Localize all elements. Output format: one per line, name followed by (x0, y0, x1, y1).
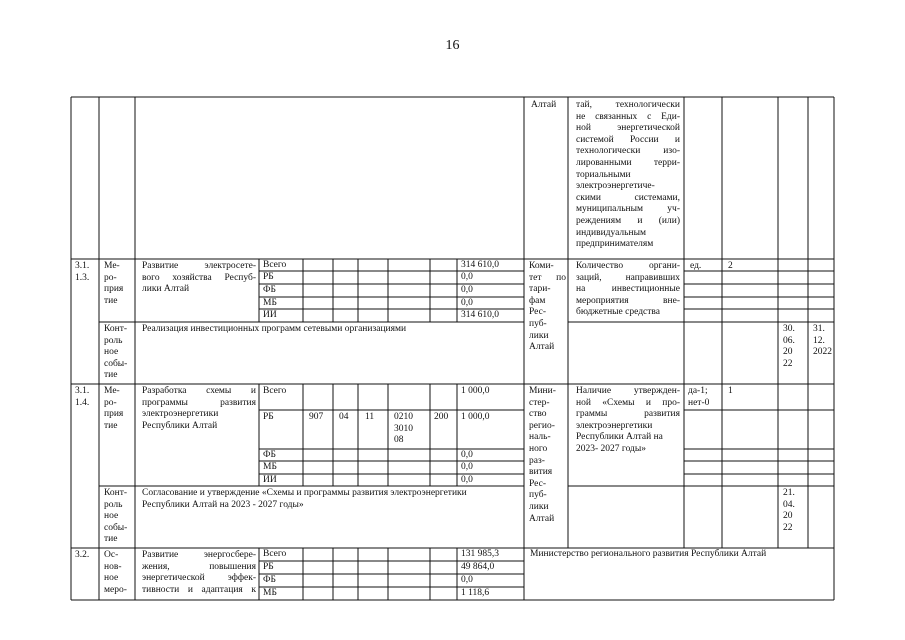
source-label: МБ (263, 588, 277, 598)
row-name: Разработка схемы и программы развития электроэнергетики Республики Алтай (142, 386, 256, 431)
executor: Коми- тет по тари- фам Рес- пуб- лики Алтай (529, 261, 566, 353)
row-number: 3.2. (75, 550, 90, 560)
row-number: 3.1. 1.3. (75, 261, 90, 283)
row-type: Ме- ро- прия тие (104, 386, 124, 431)
indicator-cell-top: тай, технологически не связанных с Еди- ной энергетической системой России и технологически изо- лированными терри- ториальными электроэнергетиче- скими системами, муниципальным уч- реждениям и (или) индивидуальным предпринимателям (576, 100, 680, 250)
row-type: Ме- ро- прия тие (104, 261, 124, 306)
target-value: 1 (728, 386, 733, 396)
source-label: МБ (263, 298, 277, 308)
target-value: 2 (728, 261, 733, 271)
source-label: МБ (263, 462, 277, 472)
source-label: Всего (263, 386, 287, 396)
unit: ед. (690, 261, 702, 271)
amount-value: 0,0 (461, 462, 473, 472)
amount-value: 0,0 (461, 272, 473, 282)
source-label: ФБ (263, 575, 276, 585)
amount-value: 1 000,0 (461, 412, 490, 422)
amount-value: 0,0 (461, 298, 473, 308)
indicator: Количество органи- заций, направивших на инвестиционные мероприятия вне- бюджетные средства (576, 261, 680, 318)
source-label: ФБ (263, 450, 276, 460)
amount-value: 1 000,0 (461, 386, 490, 396)
row-number: 3.1. 1.4. (75, 386, 90, 408)
indicator: Наличие утвержден- ной «Схемы и про- граммы развития электроэнергетики Республики Алтай на 2023- 2027 годы» (576, 386, 680, 454)
control-type: Конт- роль ное собы- тие (104, 324, 128, 381)
executor: Мини- стер- ство регио- наль- ного раз- вития Рес- пуб- лики Алтай (529, 386, 556, 524)
source-label: ИИ (263, 475, 277, 485)
amount-value: 1 118,6 (461, 588, 490, 598)
page-number: 16 (445, 38, 460, 53)
code-rz: 04 (339, 412, 349, 422)
code-pr: 11 (365, 412, 375, 422)
source-label: Всего (263, 549, 287, 559)
source-label: РБ (263, 272, 274, 282)
control-type: Конт- роль ное собы- тие (104, 488, 128, 545)
amount-value: 0,0 (461, 575, 473, 585)
source-label: РБ (263, 412, 274, 422)
amount-value: 49 864,0 (461, 562, 495, 572)
control-date: 30. 06. 20 22 (783, 324, 795, 369)
source-label: РБ (263, 562, 274, 572)
control-event: Согласование и утверждение «Схемы и программы развития электроэнергетики Республики Алтай на 2023 - 2027 годы» (142, 488, 467, 510)
code-grbs: 907 (309, 412, 324, 422)
amount-value: 0,0 (461, 475, 473, 485)
executor: Министерство регионального развития Республики Алтай (530, 549, 767, 559)
control-event: Реализация инвестиционных программ сетевыми организациями (142, 324, 407, 334)
amount-value: 131 985,3 (461, 549, 499, 559)
unit: да-1; нет-0 (688, 386, 710, 408)
amount-value: 0,0 (461, 450, 473, 460)
amount-value: 314 610,0 (461, 260, 499, 270)
control-date-2: 31. 12. 2022 (813, 324, 832, 358)
row-name: Развитие электросете- вого хозяйства Респуб- лики Алтай (142, 261, 256, 295)
amount-value: 0,0 (461, 285, 473, 295)
code-vr: 200 (434, 412, 449, 422)
control-date: 21. 04. 20 22 (783, 488, 795, 533)
row-type: Ос- нов- ное меро- (104, 550, 127, 595)
source-label: ИИ (263, 310, 277, 320)
row-name: Развитие энергосбере- жения, повышения энергетической эффек- тивности и адаптация к (142, 550, 256, 595)
code-csr: 0210 3010 08 (394, 412, 413, 446)
source-label: ФБ (263, 285, 276, 295)
exec-cell-top: Алтай (531, 100, 557, 110)
source-label: Всего (263, 260, 287, 270)
amount-value: 314 610,0 (461, 310, 499, 320)
